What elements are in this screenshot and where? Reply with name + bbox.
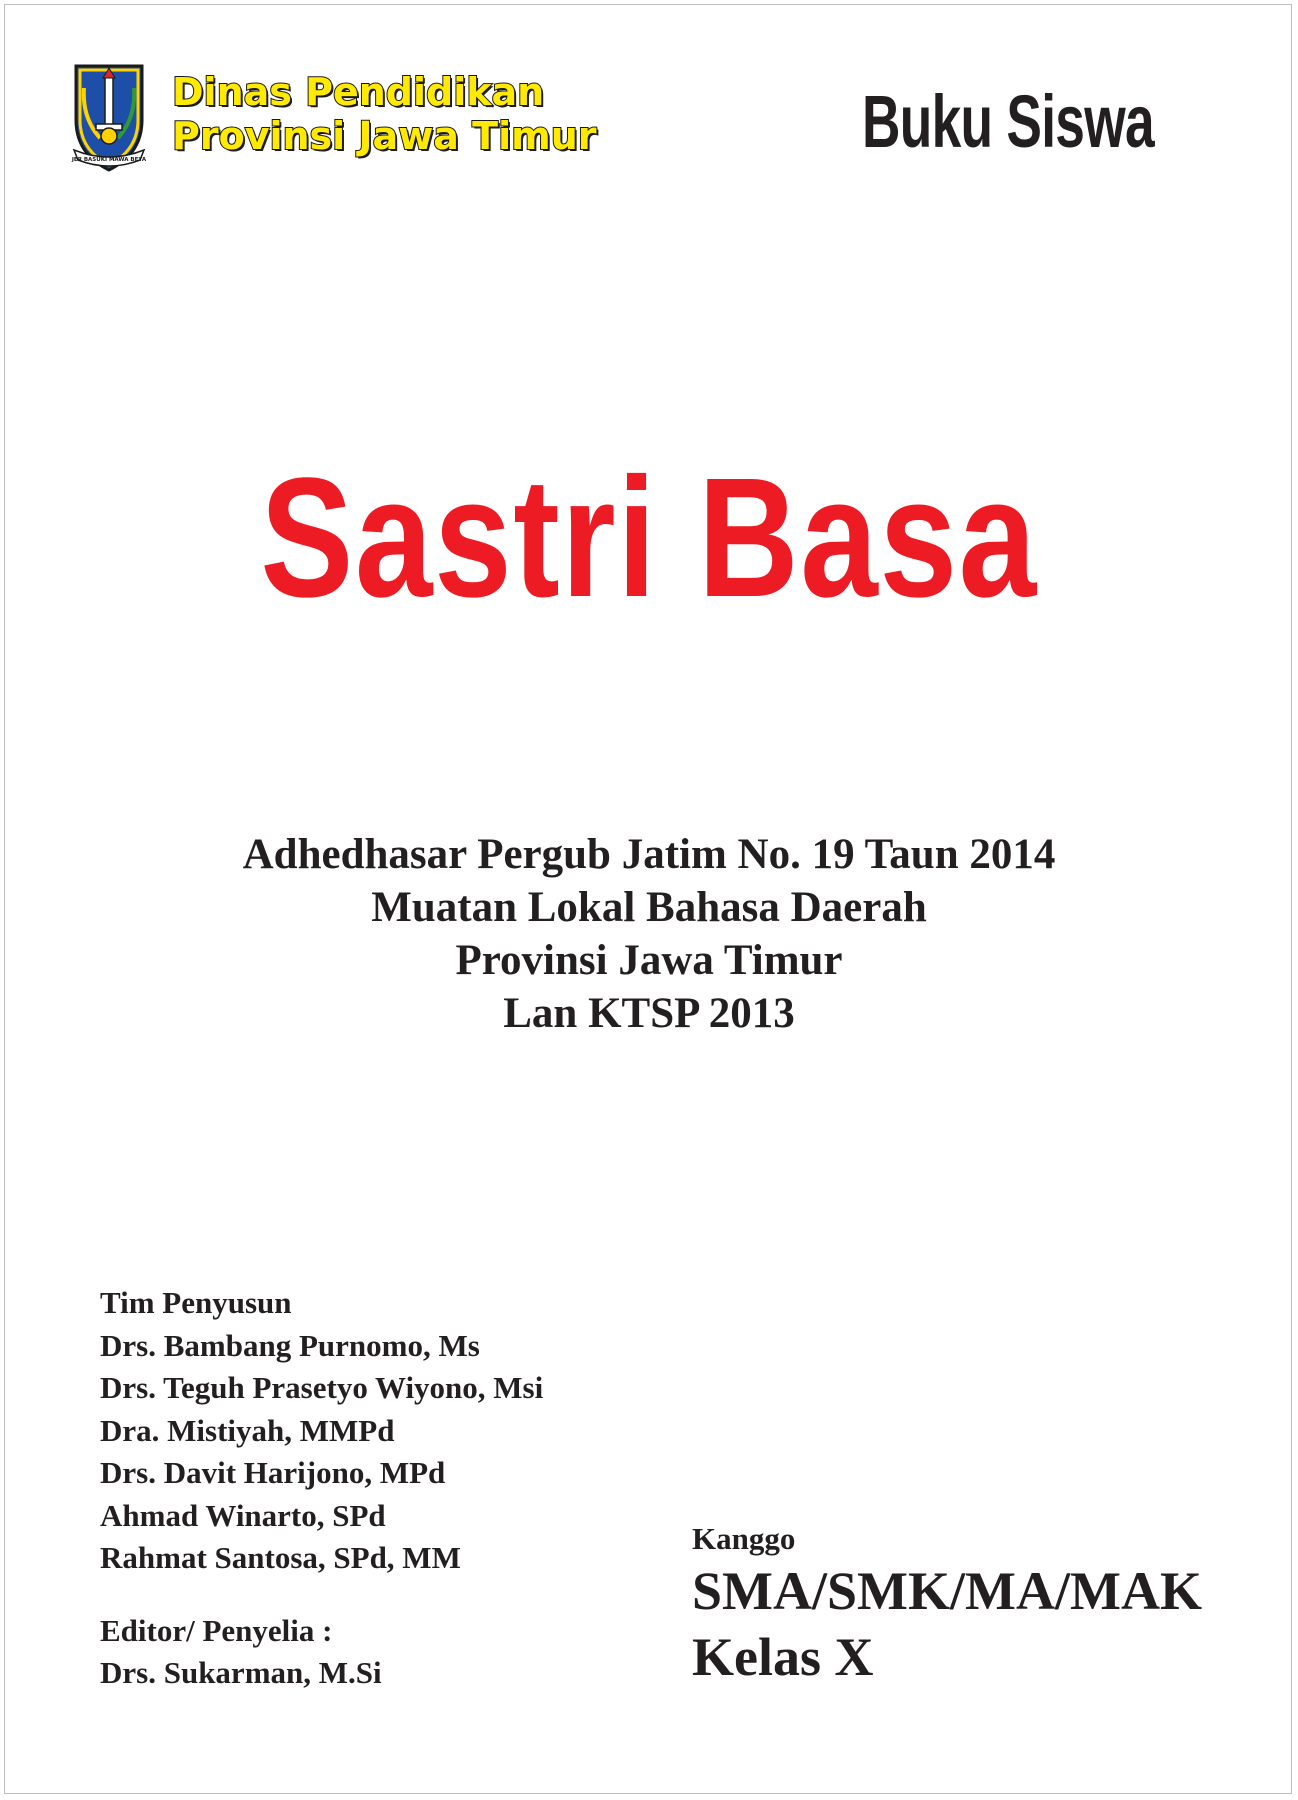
- grade-level: Kelas X: [692, 1627, 874, 1687]
- east-java-coat-of-arms-icon: [70, 58, 148, 174]
- team-member: Drs. Davit Harijono, MPd: [100, 1455, 446, 1490]
- team-member: Ahmad Winarto, SPd: [100, 1497, 386, 1533]
- agency-line-2: Provinsi Jawa Timur: [172, 114, 597, 158]
- team-member: Dra. Mistiyah, MMPd: [100, 1412, 395, 1448]
- editor-name: Drs. Sukarman, M.Si: [100, 1655, 382, 1690]
- subtitle-line-3: Provinsi Jawa Timur: [455, 937, 843, 984]
- agency-name: [172, 70, 597, 158]
- agency-line-1: Dinas Pendidikan: [172, 70, 545, 114]
- editor-label: Editor/ Penyelia :: [100, 1612, 333, 1648]
- book-title: [0, 443, 1298, 633]
- author-team: [100, 1282, 543, 1695]
- spacer: [100, 1580, 543, 1610]
- audience-label: Kanggo: [692, 1521, 796, 1556]
- subtitle-block: [0, 828, 1298, 1040]
- book-title-text: Sastri Basa: [260, 443, 1038, 633]
- team-member: Rahmat Santosa, SPd, MM: [100, 1540, 461, 1575]
- team-member: Drs. Bambang Purnomo, Ms: [100, 1327, 480, 1363]
- subtitle-line-1: Adhedhasar Pergub Jatim No. 19 Taun 2014: [242, 831, 1056, 878]
- subtitle-line-2: Muatan Lokal Bahasa Daerah: [371, 884, 927, 931]
- book-type: Buku Siswa: [862, 80, 1154, 163]
- team-heading: Tim Penyusun: [100, 1285, 292, 1320]
- subtitle-line-4: Lan KTSP 2013: [503, 990, 795, 1037]
- school-levels: SMA/SMK/MA/MAK: [692, 1561, 1202, 1621]
- target-audience: [692, 1520, 1202, 1690]
- logo-motto: JER BASUKI MAWA BEYA: [71, 157, 147, 163]
- team-member: Drs. Teguh Prasetyo Wiyono, Msi: [100, 1370, 544, 1405]
